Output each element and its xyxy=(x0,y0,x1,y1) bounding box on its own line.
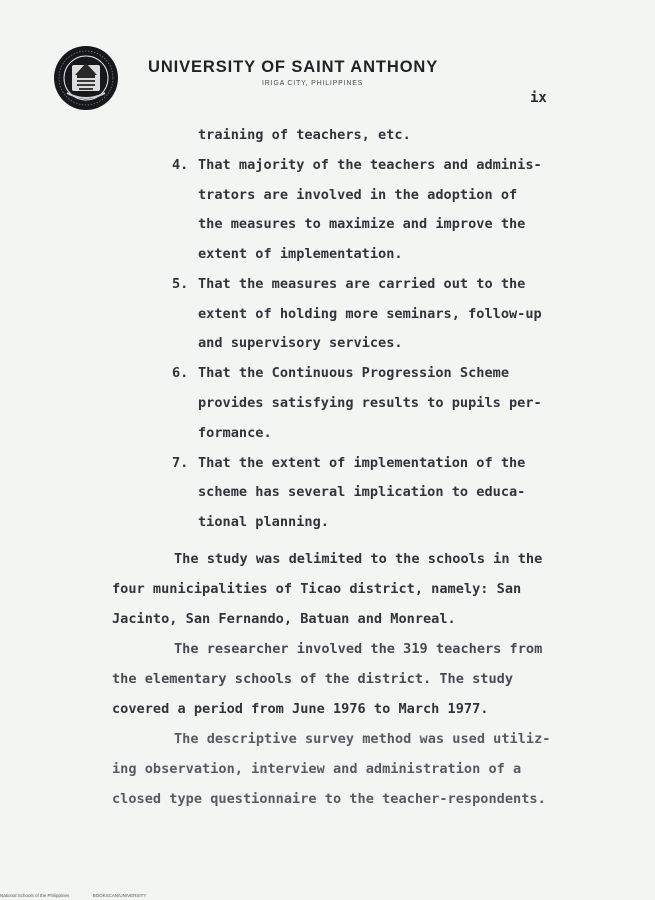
footer-left: National Schools of the Philippines xyxy=(0,893,70,898)
text-line: scheme has several implication to educa- xyxy=(198,484,526,500)
text-line: and supervisory services. xyxy=(198,335,403,351)
text-line: That the Continuous Progression Scheme xyxy=(198,365,509,381)
item-number: 7. xyxy=(172,455,189,471)
text-line: extent of implementation. xyxy=(198,246,403,262)
text-line: The study was delimited to the schools in the xyxy=(174,551,543,567)
item-number: 6. xyxy=(172,365,189,381)
page-number: ix xyxy=(530,90,547,106)
text-line: The descriptive survey method was used utiliz- xyxy=(174,731,551,747)
text-line: That majority of the teachers and adminis- xyxy=(198,157,542,173)
text-line: provides satisfying results to pupils per- xyxy=(198,395,542,411)
text-line: trators are involved in the adoption of xyxy=(198,187,518,203)
text-line: training of teachers, etc. xyxy=(198,127,411,143)
text-line: the measures to maximize and improve the xyxy=(198,216,526,232)
item-number: 5. xyxy=(172,276,189,292)
footer-right: BOOKSCAN/UNIVERSITY xyxy=(92,893,147,898)
text-line: extent of holding more seminars, follow-up xyxy=(198,306,542,322)
university-city: IRIGA CITY, PHILIPPINES xyxy=(262,80,364,87)
text-line: formance. xyxy=(198,425,272,441)
university-seal-logo xyxy=(53,45,119,111)
item-number: 4. xyxy=(172,157,189,173)
text-line: covered a period from June 1976 to March 1977. xyxy=(112,701,489,717)
text-line: tional planning. xyxy=(198,514,329,530)
scan-footer xyxy=(0,893,168,898)
text-line: four municipalities of Ticao district, namely: San xyxy=(112,581,522,597)
text-line: ing observation, interview and administration of a xyxy=(112,761,522,777)
text-line: Jacinto, San Fernando, Batuan and Monreal. xyxy=(112,611,456,627)
text-line: That the extent of implementation of the xyxy=(198,455,526,471)
text-line: That the measures are carried out to the xyxy=(198,276,526,292)
university-name: UNIVERSITY OF SAINT ANTHONY xyxy=(148,58,439,76)
text-line: The researcher involved the 319 teachers from xyxy=(174,641,543,657)
text-line: the elementary schools of the district. The study xyxy=(112,671,514,687)
text-line: closed type questionnaire to the teacher-respondents. xyxy=(112,791,546,807)
